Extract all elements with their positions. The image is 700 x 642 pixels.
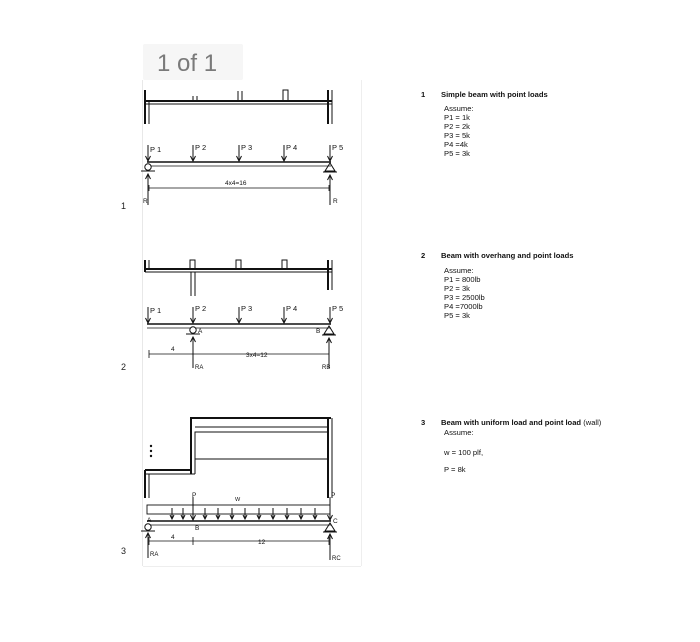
load-label-p1: P 1 [150,145,162,154]
note-line: P2 = 3k [444,284,470,293]
load-label-p-left: P [192,492,197,499]
load-label-p3: P 3 [241,304,253,313]
note-line: P3 = 5k [444,131,470,140]
note-line: P4 =7000lb [444,302,483,311]
note-title: Simple beam with point loads [441,90,548,99]
note-line: Assume: [444,266,474,275]
note-line: P3 = 2500lb [444,293,485,302]
note-line: P4 =4k [444,140,468,149]
figure-3-beam [141,497,337,560]
note-line: P5 = 3k [444,311,470,320]
point-load-right [328,497,333,520]
note-line: P1 = 1k [444,113,470,122]
note-line: Assume: [444,104,474,113]
reaction-label-left: R [143,198,148,205]
overhang-dimension: 4 [171,346,175,353]
point-load-left [191,497,196,520]
load-label-p4: P 4 [286,304,298,313]
support-label-a: A [147,517,152,524]
note-1 [421,90,691,190]
reaction-label-c: RC [332,556,341,562]
figure-2-number: 2 [121,362,127,372]
reaction-label-b: RB [322,365,331,371]
span-label: 4x4=16 [225,180,247,187]
load-label-p3: P 3 [241,143,253,152]
figure-1-beam [141,145,337,205]
figure-3-number: 3 [121,546,127,556]
note-title-text: Beam with uniform load and point load [441,418,582,427]
figure-1-frame [145,90,332,124]
span-label: 3x4=12 [246,352,268,359]
support-label-b: B [316,328,321,335]
reaction-label-a: RA [150,552,159,558]
dimension-left: 4 [171,534,175,541]
pin-support-a [190,327,196,333]
figure-2-beam [146,307,337,368]
load-label-p4: P 4 [286,143,298,152]
load-label-w: W [235,497,241,503]
note-2 [421,251,691,351]
reaction-arrow-right [328,175,333,205]
roller-support-right [325,163,335,171]
figure-3-frame [145,418,332,498]
figure-2-frame [145,260,332,296]
note-3 [421,418,691,488]
note-line: P5 = 3k [444,149,470,158]
note-line: Assume: [444,428,474,437]
point-label-b: B [195,525,200,532]
roller-support-b [324,326,334,334]
note-line: P2 = 2k [444,122,470,131]
note-number: 1 [421,90,426,99]
note-title [441,418,601,427]
note-title-suffix: (wall) [583,418,602,427]
reaction-label-a: RA [195,365,204,371]
uniform-load-box [147,505,330,514]
pin-support-a [145,524,151,530]
note-title: Beam with overhang and point loads [441,251,574,260]
load-label-p-right: P [331,492,336,499]
load-label-p1: P 1 [150,306,162,315]
reaction-arrow-b [327,338,332,368]
dimension-right: 12 [258,539,266,546]
support-label-c: C [333,518,338,525]
note-line: w = 100 plf, [444,448,484,457]
pin-support-left [145,164,151,170]
load-label-p2: P 2 [195,143,207,152]
load-label-p5: P 5 [332,304,344,313]
note-number: 2 [421,251,426,260]
page-indicator-text: 1 of 1 [157,50,218,77]
note-line: P1 = 800lb [444,275,481,284]
note-number: 3 [421,418,426,427]
load-label-p5: P 5 [332,143,344,152]
load-label-p2: P 2 [195,304,207,313]
reaction-label-right: R [333,198,338,205]
support-label-a: A [198,328,203,335]
reaction-arrow-a [191,337,196,368]
note-line: P = 8k [444,465,466,474]
figure-1-number: 1 [121,201,127,211]
